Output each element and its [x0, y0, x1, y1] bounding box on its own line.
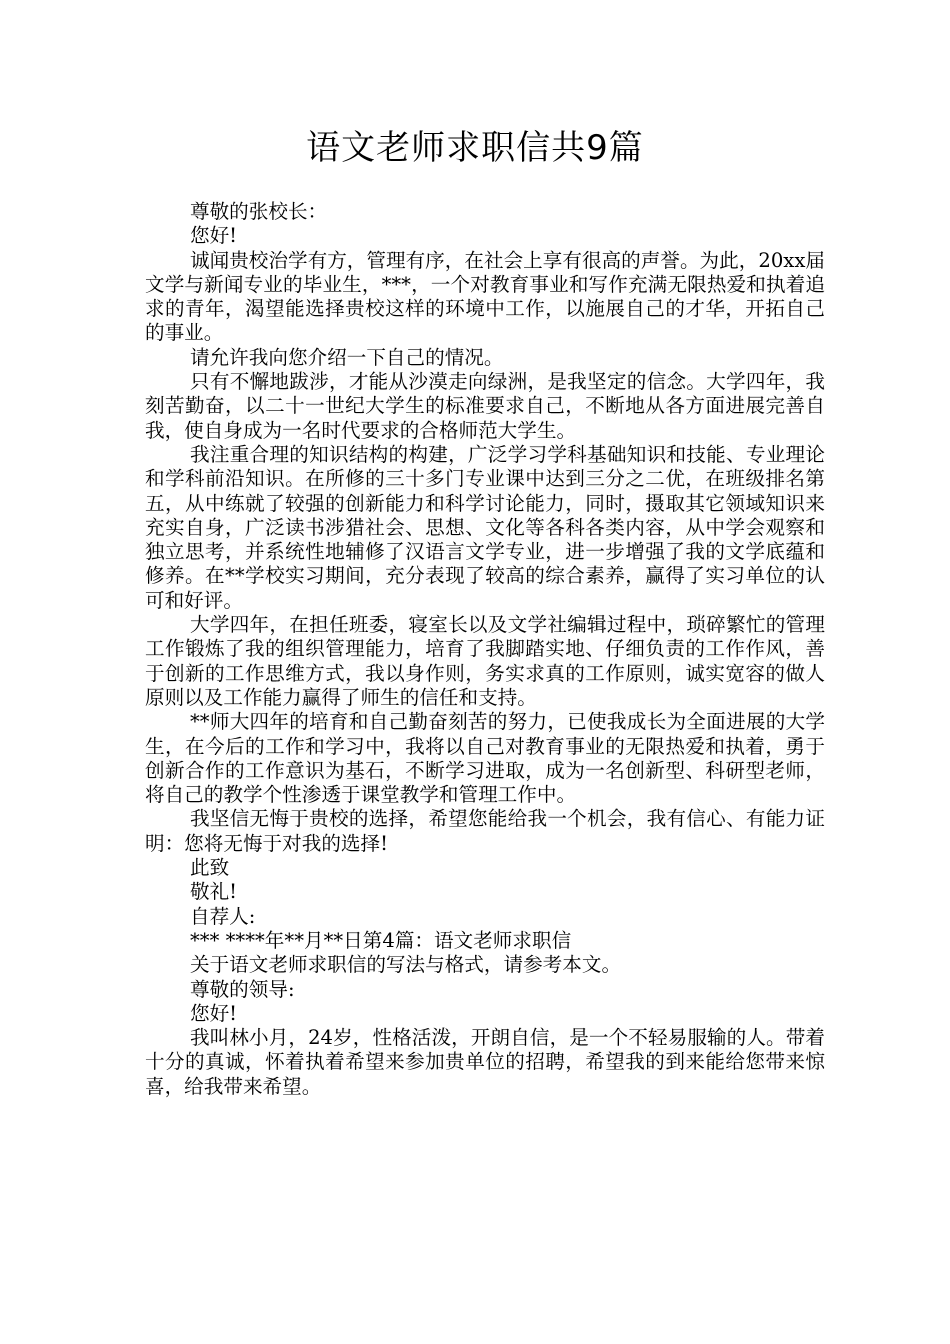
greeting: 尊敬的领导: — [190, 977, 295, 1001]
body-paragraph: 关于语文老师求职信的写法与格式，请参考本文。 — [190, 953, 622, 977]
document-title: 语文老师求职信共9篇 — [306, 128, 644, 168]
salutation: 您好! — [190, 1001, 238, 1025]
closing-line: 敬礼! — [190, 880, 238, 904]
body-paragraph: 请允许我向您介绍一下自己的情况。 — [190, 345, 504, 369]
signature-line: 自荐人: — [190, 904, 256, 928]
document-body — [145, 200, 825, 1099]
body-paragraph: 大学四年，在担任班委，寝室长以及文学社编辑过程中，琐碎繁忙的管理工作锻炼了我的组织管理能力，培育了我脚踏实地、仔细负责的工作作风，善于创新的工作思维方式，我以身作则，务实求真的工作原则，诚实宽容的做人原则以及工作能力赢得了师生的信任和支持。 — [145, 613, 825, 709]
greeting: 尊敬的张校长： — [190, 200, 328, 223]
date-and-section-heading: *** ****年**月**日第4篇：语文老师求职信 — [190, 928, 572, 952]
body-paragraph: 只有不懈地跋涉，才能从沙漠走向绿洲，是我坚定的信念。大学四年，我刻苦勤奋，以二十一世纪大学生的标准要求自己，不断地从各方面进展完善自我，使自身成为一名时代要求的合格师范大学生。 — [145, 370, 825, 442]
salutation: 您好! — [190, 224, 238, 248]
body-paragraph: 我坚信无悔于贵校的选择，希望您能给我一个机会，我有信心、有能力证明：您将无悔于对我的选择! — [145, 807, 825, 855]
body-paragraph: 我注重合理的知识结构的构建，广泛学习学科基础知识和技能、专业理论和学科前沿知识。在所修的三十多门专业课中达到三分之二优，在班级排名第五，从中练就了较强的创新能力和科学讨论能力，同时，摄取其它领域知识来充实自身，广泛读书涉猎社会、思想、文化等各科各类内容，从中学会观察和独立思考，并系统性地辅修了汉语言文学专业，进一步增强了我的文学底蕴和修养。在**学校实习期间，充分表现了较高的综合素养，赢得了实习单位的认可和好评。 — [145, 442, 825, 612]
body-paragraph: 我叫林小月，24岁，性格活泼，开朗自信，是一个不轻易服输的人。带着十分的真诚，怀着执着希望来参加贵单位的招聘，希望我的到来能给您带来惊喜，给我带来希望。 — [145, 1026, 825, 1098]
body-paragraph: **师大四年的培育和自己勤奋刻苦的努力，已使我成长为全面进展的大学生，在今后的工作和学习中，我将以自己对教育事业的无限热爱和执着，勇于创新合作的工作意识为基石，不断学习进取，成为一名创新型、科研型老师，将自己的教学个性渗透于课堂教学和管理工作中。 — [145, 710, 825, 807]
closing-line: 此致 — [190, 856, 230, 880]
body-paragraph: 诚闻贵校治学有方，管理有序，在社会上享有很高的声誉。为此，20xx届文学与新闻专业的毕业生，***，一个对教育事业和写作充满无限热爱和执着追求的青年，渴望能选择贵校这样的环境中工作，以施展自己的才华，开拓自己的事业。 — [145, 248, 825, 345]
